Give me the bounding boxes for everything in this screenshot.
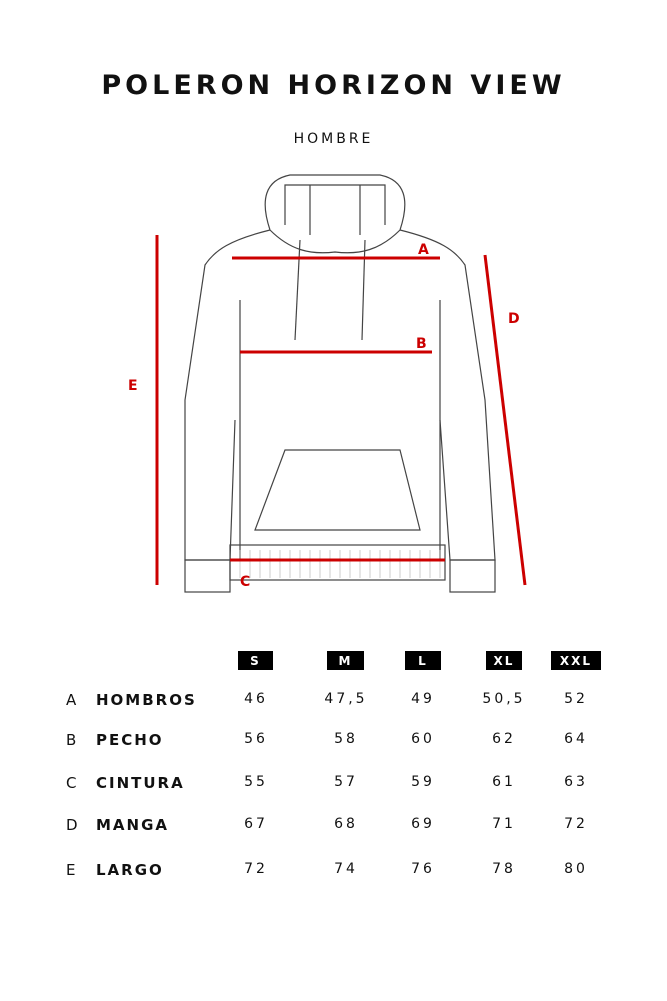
row-letter: C [66, 774, 79, 792]
row-letter: E [66, 861, 78, 879]
size-header-l: L [405, 651, 441, 670]
table-cell: 72 [564, 816, 588, 832]
size-header-s: S [238, 651, 273, 670]
table-cell: 61 [492, 774, 516, 790]
table-cell: 47,5 [324, 691, 368, 707]
size-header-m: M [327, 651, 364, 670]
size-header-xxl: XXL [551, 651, 601, 670]
table-cell: 46 [244, 691, 268, 707]
measure-line-d [485, 255, 525, 585]
row-name: MANGA [96, 816, 170, 834]
page-title: POLERON HORIZON VIEW [101, 70, 566, 101]
row-letter: B [66, 731, 79, 749]
row-name: CINTURA [96, 774, 185, 792]
table-cell: 62 [492, 731, 516, 747]
size-header-xl: XL [486, 651, 522, 670]
measure-label-c: C [240, 574, 251, 590]
row-letter: A [66, 691, 79, 709]
measurement-lines [157, 235, 525, 585]
table-cell: 74 [334, 861, 358, 877]
table-cell: 50,5 [482, 691, 526, 707]
table-cell: 80 [564, 861, 588, 877]
table-cell: 57 [334, 774, 358, 790]
table-cell: 76 [411, 861, 435, 877]
table-cell: 68 [334, 816, 358, 832]
row-name: LARGO [96, 861, 164, 879]
table-cell: 52 [564, 691, 588, 707]
table-cell: 67 [244, 816, 268, 832]
row-name: PECHO [96, 731, 164, 749]
measure-label-d: D [508, 311, 520, 327]
table-cell: 49 [411, 691, 435, 707]
table-cell: 63 [564, 774, 588, 790]
table-cell: 78 [492, 861, 516, 877]
table-cell: 59 [411, 774, 435, 790]
measure-label-a: A [418, 242, 429, 258]
table-cell: 69 [411, 816, 435, 832]
table-cell: 55 [244, 774, 268, 790]
page-subtitle: HOMBRE [293, 131, 374, 147]
row-letter: D [66, 816, 80, 834]
ribbing-texture [240, 550, 440, 578]
table-cell: 56 [244, 731, 268, 747]
table-cell: 72 [244, 861, 268, 877]
measure-label-b: B [416, 336, 427, 352]
table-cell: 58 [334, 731, 358, 747]
table-cell: 60 [411, 731, 435, 747]
table-cell: 64 [564, 731, 588, 747]
row-name: HOMBROS [96, 691, 197, 709]
hoodie-diagram [100, 160, 560, 610]
hoodie-outline [185, 175, 495, 592]
table-cell: 71 [492, 816, 516, 832]
measure-label-e: E [128, 378, 138, 394]
